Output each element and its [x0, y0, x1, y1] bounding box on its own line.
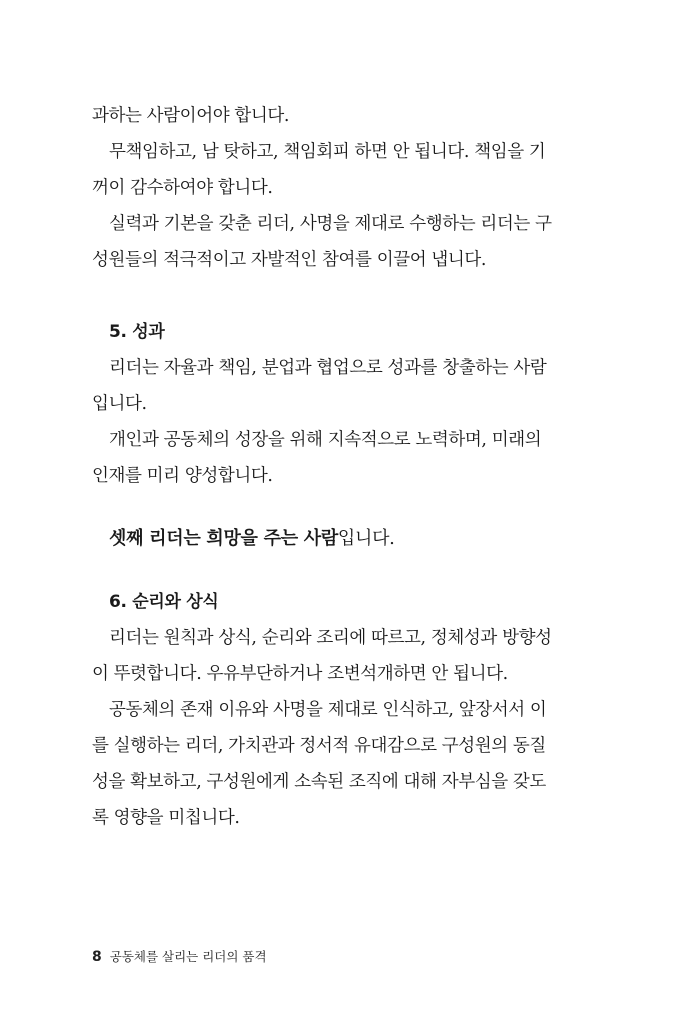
paragraph-line: 무책임하고, 남 탓하고, 책임회피 하면 안 됩니다. 책임을 기: [109, 142, 546, 162]
paragraph-line: 록 영향을 미칩니다.: [92, 808, 240, 828]
paragraph-line: 공동체의 존재 이유와 사명을 제대로 인식하고, 앞장서서 이: [109, 700, 547, 720]
paragraph-line: 개인과 공동체의 성장을 위해 지속적으로 노력하며, 미래의: [109, 430, 542, 450]
paragraph-line: 꺼이 감수하여야 합니다.: [92, 178, 273, 198]
paragraph-line: 성원들의 적극적이고 자발적인 참여를 이끌어 냅니다.: [92, 250, 487, 270]
paragraph-line: 리더는 원칙과 상식, 순리와 조리에 따르고, 정체성과 방향성: [109, 628, 552, 648]
spacer: [92, 557, 586, 584]
paragraph-line: 성을 확보하고, 구성원에게 소속된 조직에 대해 자부심을 갖도: [92, 772, 546, 792]
paragraph-line: 이 뚜렷합니다. 우유부단하거나 조변석개하면 안 됩니다.: [92, 664, 508, 684]
paragraph-line: 실력과 기본을 갖춘 리더, 사명을 제대로 수행하는 리더는 구: [109, 214, 552, 234]
emphasis-statement: [92, 521, 586, 557]
section-heading-5: 5. 성과: [109, 322, 165, 342]
page-number: 8: [92, 949, 102, 965]
spacer: [92, 494, 586, 521]
spacer: [92, 278, 586, 314]
paragraph-line: 를 실행하는 리더, 가치관과 정서적 유대감으로 구성원의 동질: [92, 736, 546, 756]
page-footer: [92, 947, 267, 965]
paragraph-line: 입니다.: [92, 394, 147, 414]
paragraph-line: 과하는 사람이어야 합니다.: [92, 106, 290, 126]
paragraph-line: 인재를 미리 양성합니다.: [92, 466, 273, 486]
emphasis-bold-text: 셋째 리더는 희망을 주는 사람: [109, 528, 338, 549]
section-heading-6: 6. 순리와 상식: [109, 592, 219, 612]
paragraph-line: 리더는 자율과 책임, 분업과 협업으로 성과를 창출하는 사람: [109, 358, 547, 378]
emphasis-rest-text: 입니다.: [337, 528, 395, 549]
page-body: [92, 98, 586, 836]
book-title: 공동체를 살리는 리더의 품격: [109, 949, 267, 964]
